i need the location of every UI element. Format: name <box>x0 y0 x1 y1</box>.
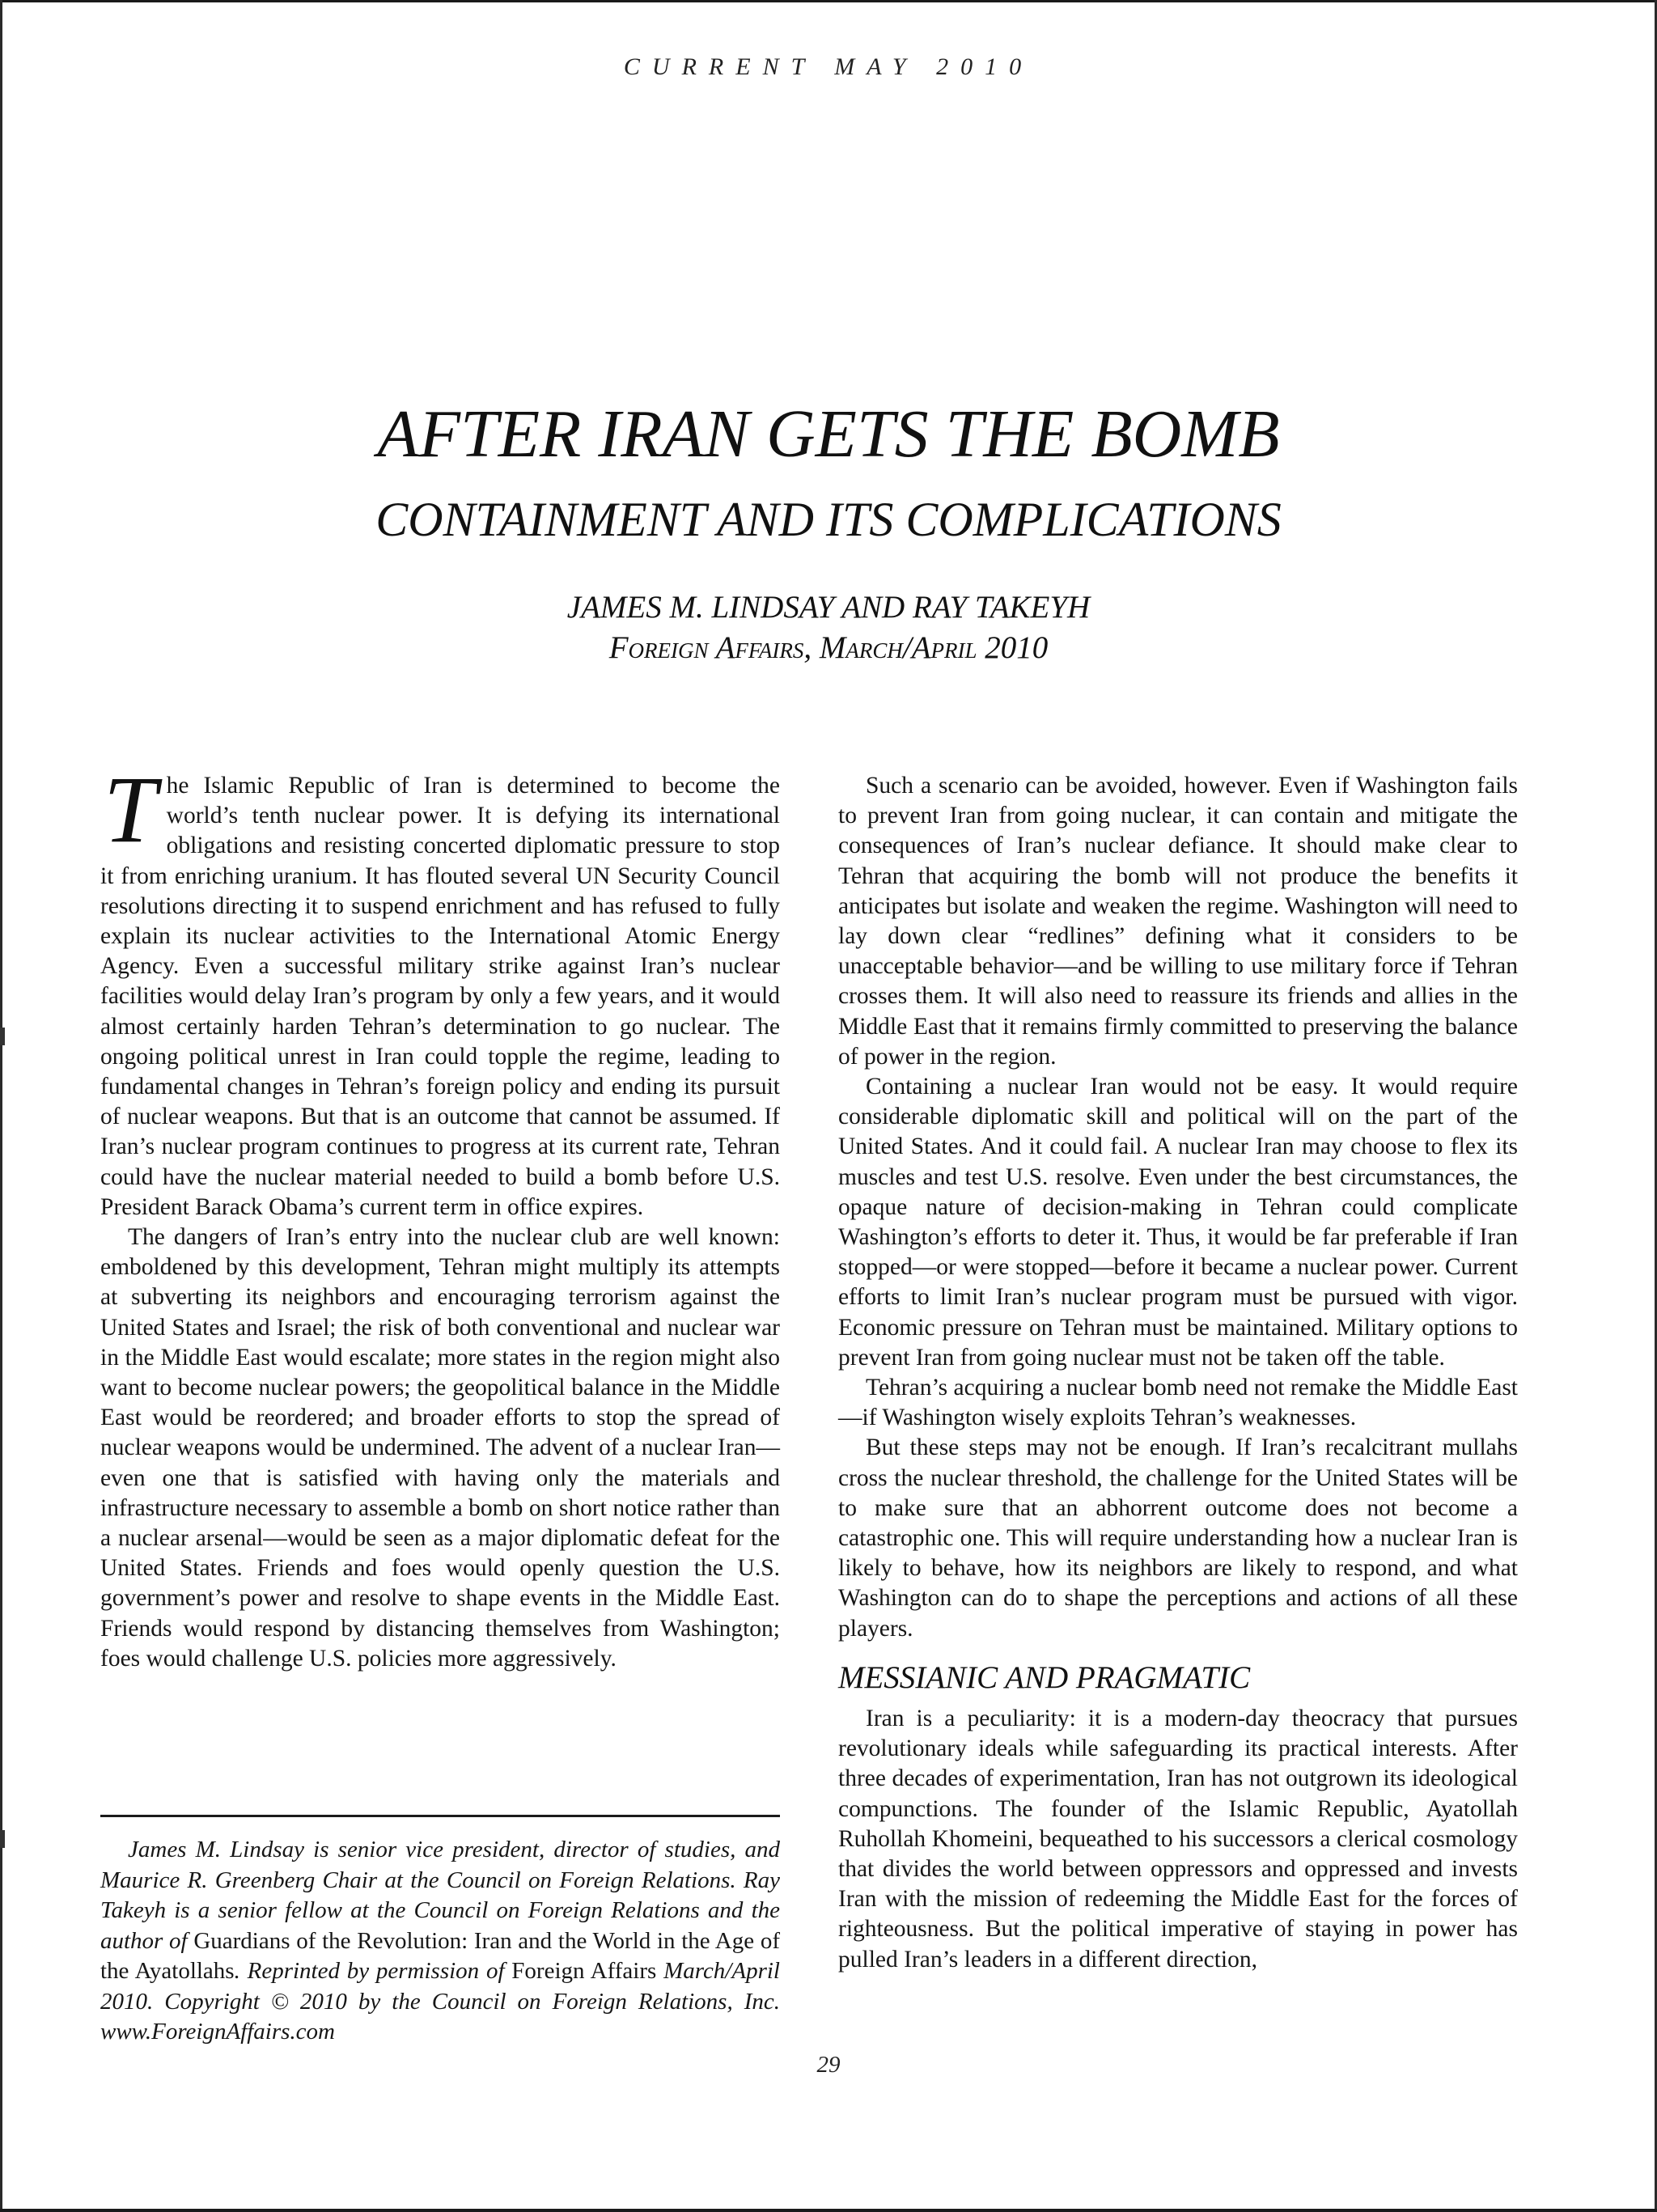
body-paragraph: Iran is a peculiarity: it is a modern-day theocracy that pursues revolutionary ideals while safeguarding its practical interests. After three decades of experimentation, Iran has not outgrown its ideological compunctions. The founder of the Islamic Republic, Ayatollah Ruhollah Khomeini, bequeathed to his successors a clerical cosmology that divides the world between oppressors and oppressed and invests Iran with the mission of redeeming the Middle East for the forces of righteousness. But the political imperative of staying in power has pulled Iran’s leaders in a different direction, <box>838 1705 1518 1973</box>
body-paragraph: Such a scenario can be avoided, however. Even if Washington fails to prevent Iran from going nuclear, it can contain and mitigate the consequences of Iran’s nuclear defiance. It should make clear to Tehran that acquiring the bomb will not produce the benefits it anticipates but isolate and weaken the regime. Washington will need to lay down clear “redlines” defining what it considers to be unacceptable behavior—and be willing to use military force if Tehran crosses them. It will also need to reassure its friends and allies in the Middle East that it remains firmly committed to preserving the balance of power in the region. <box>838 773 1518 1070</box>
author-footnote <box>100 1835 780 2048</box>
publication-name: Foreign Affairs <box>511 1958 657 1984</box>
footnote-text <box>100 1835 780 2048</box>
footnote-copyright: March/April 2010. Copyright © 2010 by the Council on Foreign Relations, Inc. www.ForeignAffairs.com <box>100 1958 780 2045</box>
footnote-permission: . Reprinted by permission of <box>234 1958 512 1984</box>
scan-mark <box>0 1028 5 1045</box>
body-paragraph: But these steps may not be enough. If Iran’s recalcitrant mullahs cross the nuclear threshold, the challenge for the United States will be to make sure that an abhorrent outcome does not become a catastrophic one. This will require understanding how a nuclear Iran is likely to behave, how its neighbors are likely to respond, and what Washington can do to shape the perceptions and actions of all these players. <box>838 1434 1518 1642</box>
paragraph-text: he Islamic Republic of Iran is determined to become the world’s tenth nuclear power. It is defying its international obligations and resisting concerted diplomatic pressure to stop it from enriching uranium. It has flouted several UN Security Council resolutions directing it to suspend enrichment and has refused to fully explain its nuclear activities to the International Atomic Energy Agency. Even a successful military strike against Iran’s nuclear facilities would delay Iran’s program by only a few years, and it would almost certainly harden Tehran’s determination to go nuclear. The ongoing political unrest in Iran could topple the regime, leading to fundamental changes in Tehran’s foreign policy and ending its pursuit of nuclear weapons. But that is an outcome that cannot be assumed. If Iran’s nuclear program continues to progress at its current rate, Tehran could have the nuclear material needed to build a bomb before U.S. President Barack Obama’s current term in office expires. <box>100 773 780 1220</box>
body-paragraph: Tehran’s acquiring a nuclear bomb need not remake the Middle East—if Washington wisely exploits Tehran’s weaknesses. <box>838 1375 1518 1431</box>
page-number: 29 <box>816 2052 841 2078</box>
drop-cap: T <box>104 756 157 862</box>
scan-border-top <box>0 0 1657 2</box>
body-paragraph: Containing a nuclear Iran would not be easy. It would require considerable diplomatic skill and political will on the part of the United States. And it could fail. A nuclear Iran may choose to flex its muscles and test U.S. resolve. Even under the best circumstances, the opaque nature of decision-making in Tehran could complicate Washington’s efforts to deter it. Thus, it would be far preferable if Iran stopped—or were stopped—before it became a nuclear power. Current efforts to limit Iran’s nuclear program must be pursued with vigor. Economic pressure on Tehran must be maintained. Military options to prevent Iran from going nuclear must not be taken off the table. <box>838 1074 1518 1371</box>
body-paragraph <box>100 756 780 1223</box>
article-subtitle: CONTAINMENT AND ITS COMPLICATIONS <box>375 493 1282 546</box>
article-authors: JAMES M. LINDSAY AND RAY TAKEYH <box>566 590 1091 625</box>
book-title: Guardians of the Revolution: Iran and the World in the Age of the Ayatollahs <box>100 1927 780 1984</box>
article-source: Foreign Affairs, March/April 2010 <box>608 630 1049 665</box>
right-column <box>838 771 1518 1975</box>
section-heading: MESSIANIC AND PRAGMATIC <box>838 1659 1251 1695</box>
article-title: AFTER IRAN GETS THE BOMB <box>377 396 1280 472</box>
footnote-bio: James M. Lindsay is senior vice president, director of studies, and Maurice R. Greenberg Chair at the Council on Foreign Relations. Ray Takeyh is a senior fellow at the Council on Foreign Relations and the author of <box>100 1837 780 1954</box>
body-paragraph: The dangers of Iran’s entry into the nuclear club are well known: emboldened by this development, Tehran might multiply its attempts at subverting its neighbors and encouraging terrorism against the United States and Israel; the risk of both conventional and nuclear war in the Middle East would escalate; more states in the region might also want to become nuclear powers; the geopolitical balance in the Middle East would be reordered; and broader efforts to stop the spread of nuclear weapons would be undermined. The advent of a nuclear Iran—even one that is satisfied with having only the materials and infrastructure necessary to assemble a bomb on short notice rather than a nuclear arsenal—would be seen as a major diplomatic defeat for the United States. Friends and foes would openly question the U.S. government’s power and resolve to shape events in the Middle East. Friends would respond by distancing themselves from Washington; foes would challenge U.S. policies more aggressively. <box>100 1224 780 1672</box>
scan-border-bottom <box>0 2209 1657 2212</box>
footnote-divider <box>100 1815 780 1817</box>
scan-border-left <box>0 0 2 2212</box>
running-head: CURRENT MAY 2010 <box>623 53 1034 80</box>
left-column <box>100 756 780 1674</box>
scan-mark <box>0 1830 5 1848</box>
